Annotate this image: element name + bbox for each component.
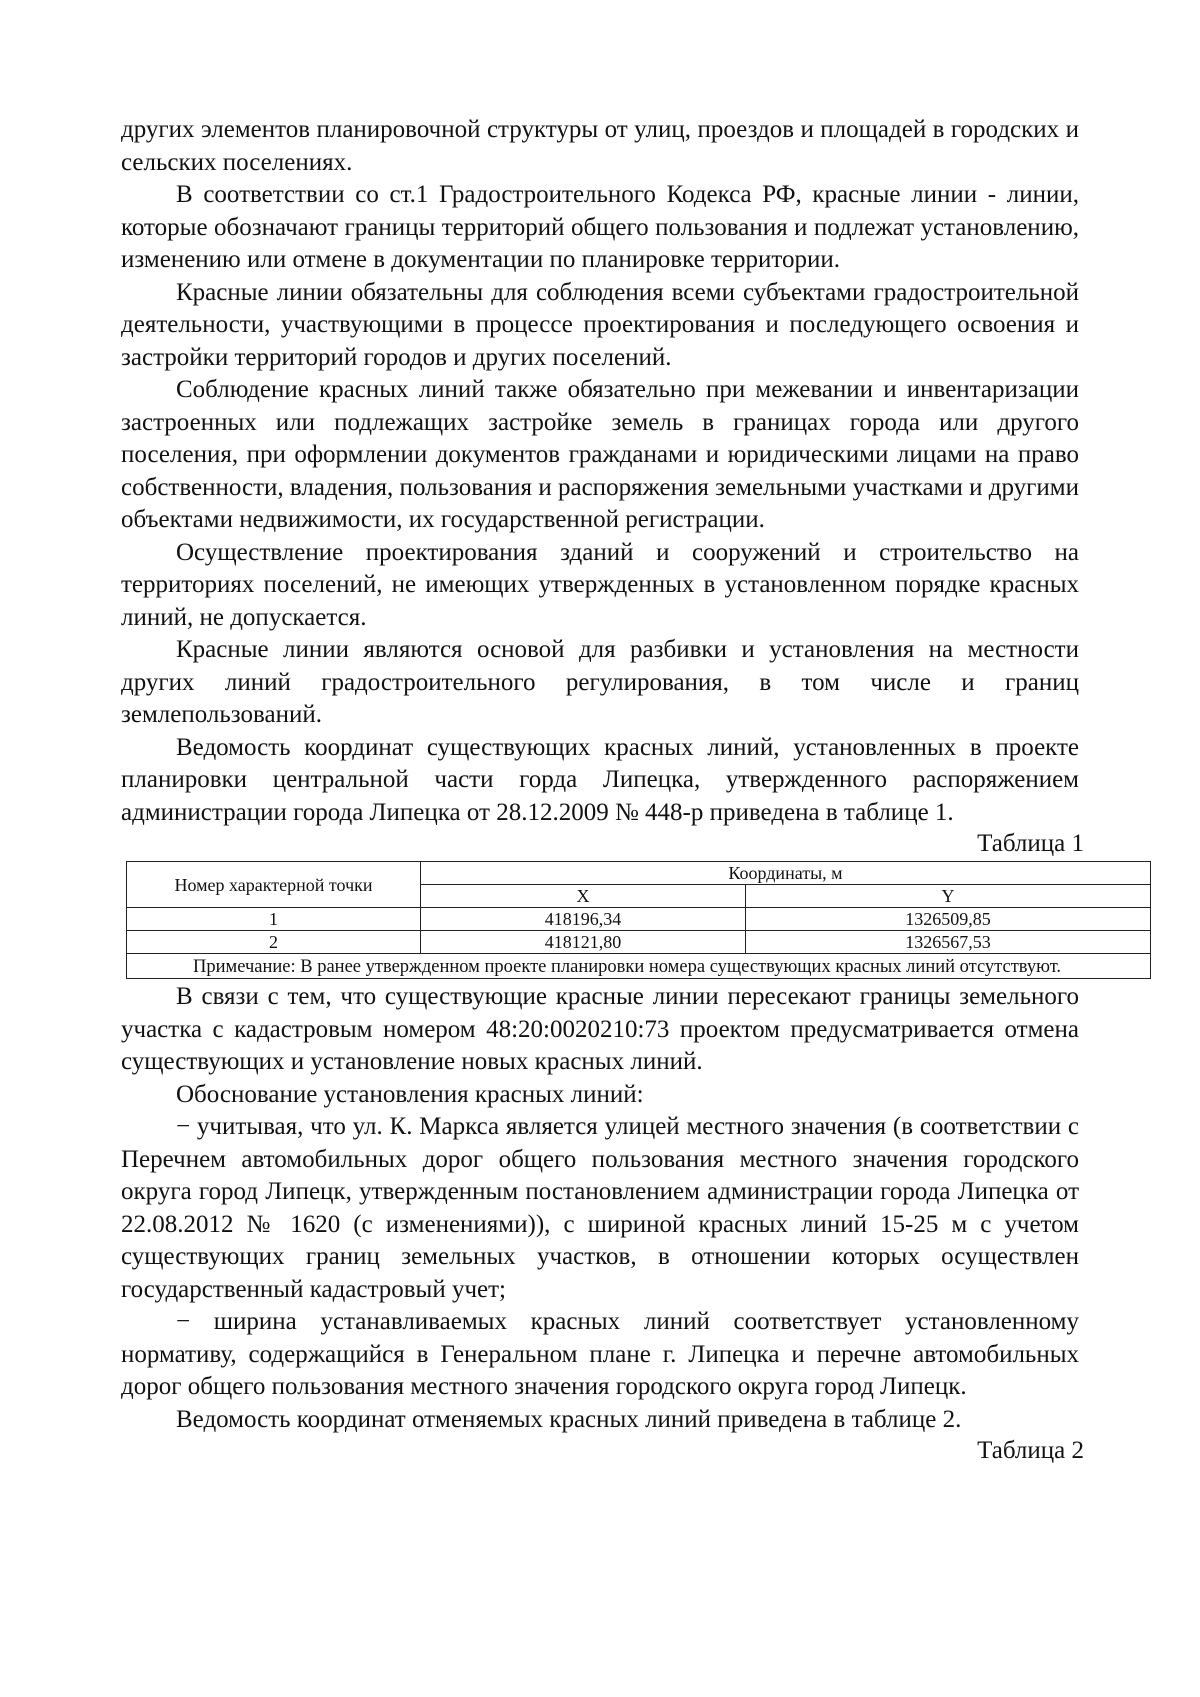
table-row <box>127 931 1151 954</box>
table1-cell-x: 418196,34 <box>421 908 746 931</box>
paragraph-continuation: других элементов планировочной структуры от улиц, проездов и площадей в городских и сельских поселениях. <box>121 116 1079 176</box>
table1 <box>126 861 1151 979</box>
table1-cell-y: 1326567,53 <box>746 931 1151 954</box>
table1-note-cell <box>127 954 1151 979</box>
table1-cell-x: 418121,80 <box>421 931 746 954</box>
table1-header-coords: Координаты, м <box>421 862 1151 885</box>
paragraph-red-lines-basis: Красные линии являются основой для разбивки и установления на местности других линий градостроительного регулирования, в том числе и границ землепользований. <box>121 636 1079 728</box>
paragraph-intersection: В связи с тем, что существующие красные линии пересекают границы земельного участка с кадастровым номером 48:20:0020210:73 проектом предусматривается отмена существующих и установление новых красных линий. <box>121 983 1079 1075</box>
document-page <box>121 114 1084 1466</box>
paragraph-table2-intro: Ведомость координат отменяемых красных линий приведена в таблице 2. <box>176 1405 962 1433</box>
list-item: − учитывая, что ул. К. Маркса является улицей местного значения (в соответствии с Перечнем автомобильных дорог общего пользования местного значения городского округа город Липецк, утвержденным постановлением администрации города Липецка от 22.08.2012 № 1620 (с изменениями)), с шириной красных линий 15-25 м с учетом существующих границ земельных участков, в отношении которых осуществлен государственный кадастровый учет; <box>121 1113 1079 1303</box>
table1-header-x: X <box>421 885 746 908</box>
table1-cell-point: 2 <box>127 931 421 954</box>
table2-caption: Таблица 2 <box>977 1437 1084 1464</box>
table1-caption: Таблица 1 <box>977 830 1084 857</box>
table1-cell-point: 1 <box>127 908 421 931</box>
table1-header-point: Номер характерной точки <box>127 862 421 908</box>
table1-header-y: Y <box>746 885 1151 908</box>
paragraph-red-lines-definition: В соответствии со ст.1 Градостроительного Кодекса РФ, красные линии - линии, которые обозначают границы территорий общего пользования и подлежат установлению, изменению или отмене в документации по планировке территории. <box>121 181 1079 273</box>
table1-note: Примечание: В ранее утвержденном проекте планировки номера существующих красных линий отсутствуют. <box>193 957 1062 977</box>
table1-cell-y: 1326509,85 <box>746 908 1151 931</box>
table-row <box>127 908 1151 931</box>
paragraph-table1-intro: Ведомость координат существующих красных линий, установленных в проекте планировки центральной части горда Липецка, утвержденного распоряжением администрации города Липецка от 28.12.2009 № 448-р приведена в таблице 1. <box>121 733 1079 826</box>
paragraph-design-prohibition: Осуществление проектирования зданий и сооружений и строительство на территориях поселений, не имеющих утвержденных в установленном порядке красных линий, не допускается. <box>121 538 1079 631</box>
paragraph-justification-heading: Обоснование установления красных линий: <box>176 1080 644 1108</box>
paragraph-red-lines-mandatory: Красные линии обязательны для соблюдения всеми субъектами градостроительной деятельности, участвующими в процессе проектирования и последующего освоения и застройки территорий городов и других поселений. <box>121 278 1079 371</box>
paragraph-compliance: Соблюдение красных линий также обязательно при межевании и инвентаризации застроенных или подлежащих застройке земель в границах города или другого поселения, при оформлении документов гражданами и юридическими лицами на право собственности, владения, пользования и распоряжения земельными участками и другими объектами недвижимости, их государственной регистрации. <box>121 376 1079 533</box>
list-item: − ширина устанавливаемых красных линий соответствует установленному нормативу, содержащийся в Генеральном плане г. Липецка и перечне автомобильных дорог общего пользования местного значения городского округа город Липецк. <box>121 1308 1079 1400</box>
